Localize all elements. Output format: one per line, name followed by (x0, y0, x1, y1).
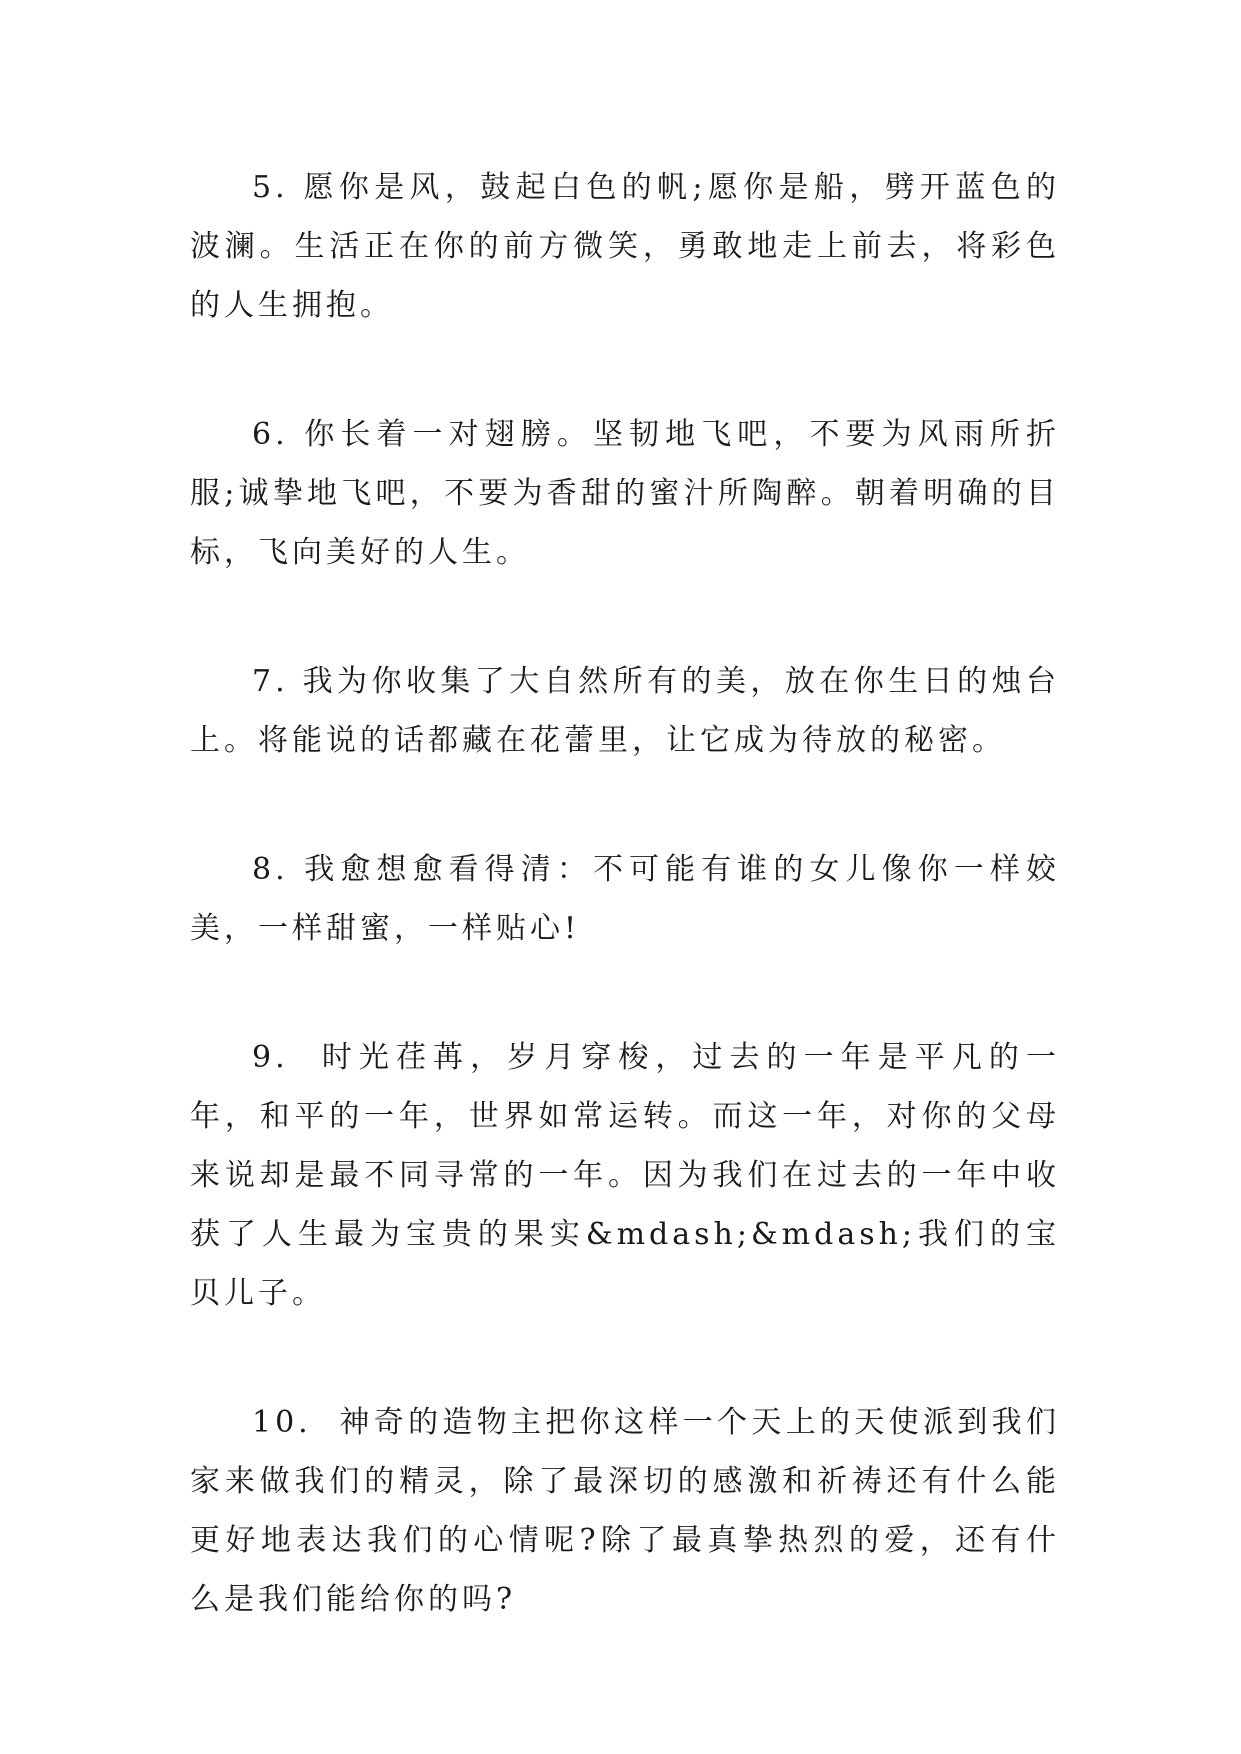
paragraph-10: 10. 神奇的造物主把你这样一个天上的天使派到我们家来做我们的精灵，除了最深切的感激和祈祷还有什么能更好地表达我们的心情呢?除了最真挚热烈的爱，还有什么是我们能给你的吗? (190, 1405, 1060, 1617)
paragraph-6: 6. 你长着一对翅膀。坚韧地飞吧，不要为风雨所折服;诚挚地飞吧，不要为香甜的蜜汁所陶醉。朝着明确的目标，飞向美好的人生。 (190, 417, 1060, 570)
paragraph-7: 7. 我为你收集了大自然所有的美，放在你生日的烛台上。将能说的话都藏在花蕾里，让它成为待放的秘密。 (190, 664, 1060, 758)
paragraph-5: 5. 愿你是风，鼓起白色的帆;愿你是船，劈开蓝色的波澜。生活正在你的前方微笑，勇敢地走上前去，将彩色的人生拥抱。 (190, 170, 1060, 323)
paragraph-9: 9. 时光荏苒，岁月穿梭，过去的一年是平凡的一年，和平的一年，世界如常运转。而这一年，对你的父母来说却是最不同寻常的一年。因为我们在过去的一年中收获了人生最为宝贵的果实&mdash;&mdash;我们的宝贝儿子。 (190, 1040, 1060, 1311)
paragraph-8: 8. 我愈想愈看得清：不可能有谁的女儿像你一样姣美，一样甜蜜，一样贴心! (190, 852, 1060, 946)
document-body (190, 158, 1060, 1699)
